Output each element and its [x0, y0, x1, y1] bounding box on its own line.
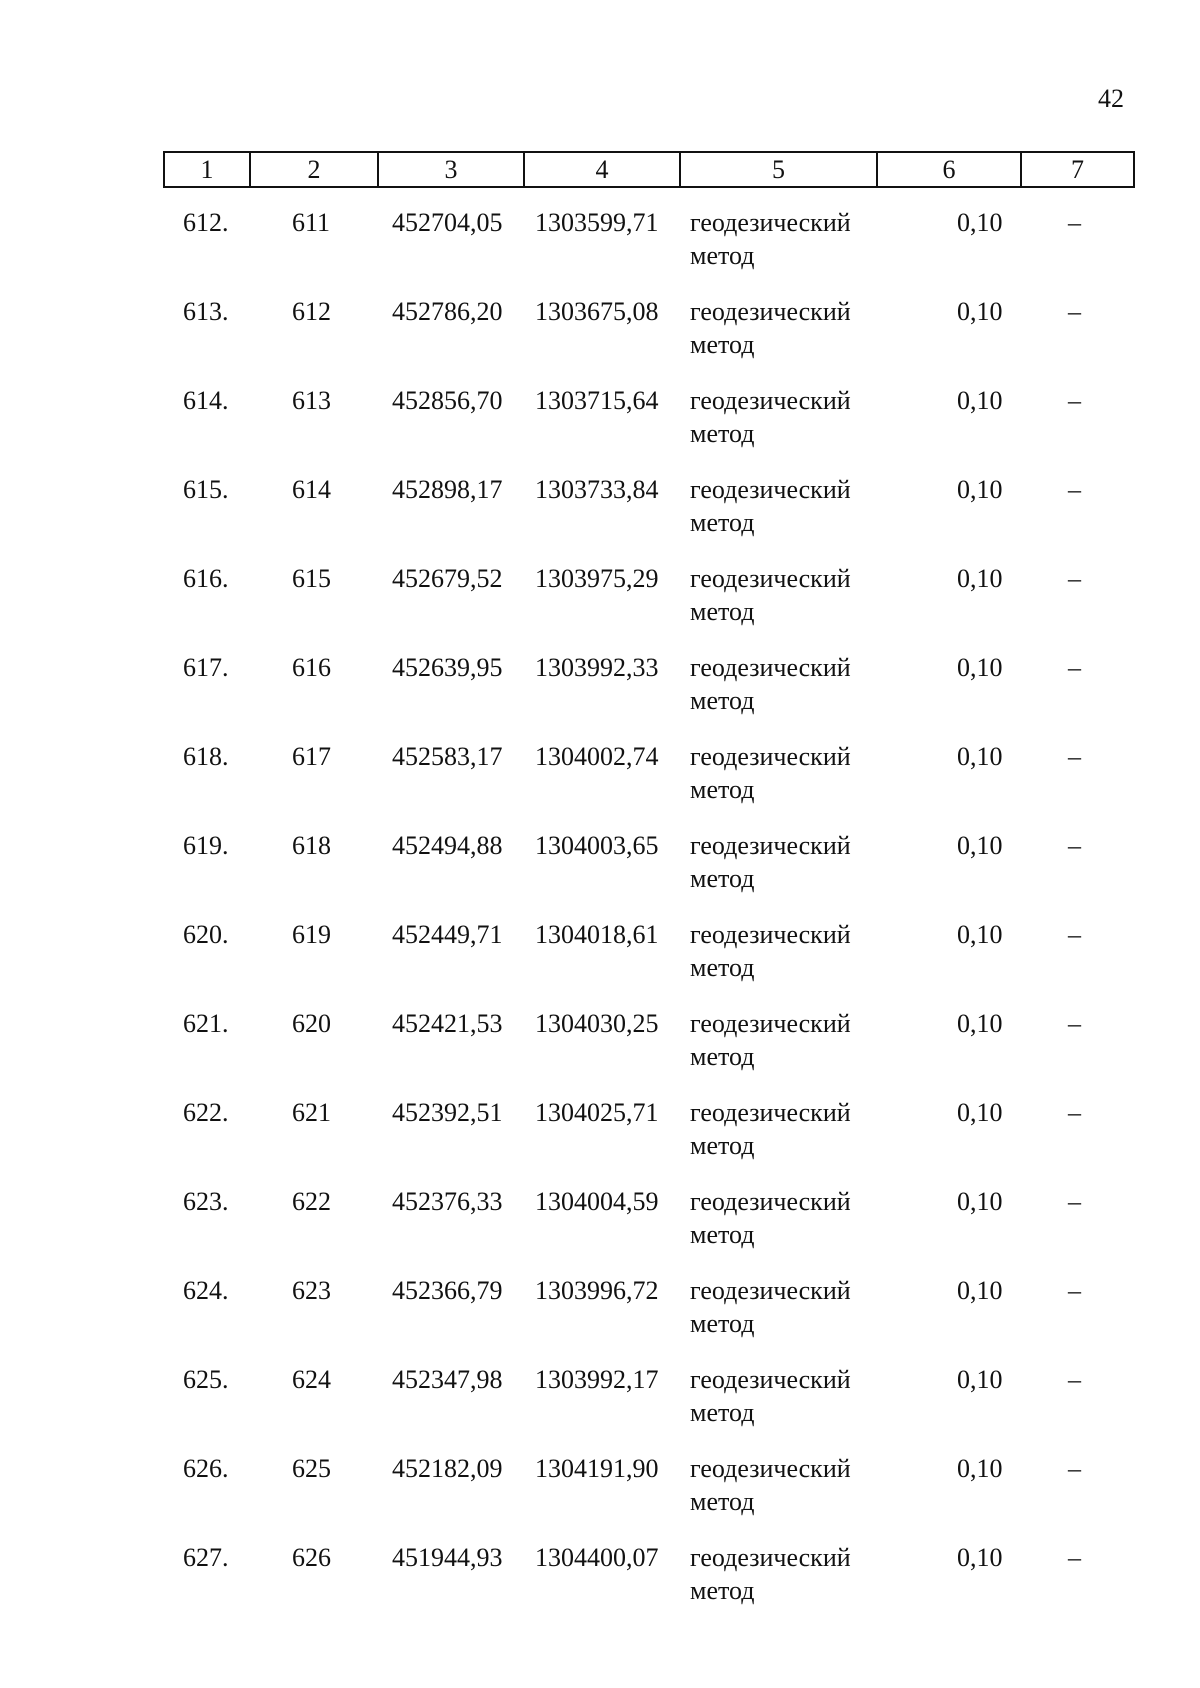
note: – [1068, 1365, 1081, 1394]
row-number: 613. [183, 297, 229, 326]
row-number: 618. [183, 742, 229, 771]
coordinate-x: 452494,88 [392, 831, 503, 860]
accuracy: 0,10 [957, 1009, 1003, 1038]
method-line-2: метод [690, 775, 755, 804]
method [690, 829, 851, 895]
accuracy: 0,10 [957, 1454, 1003, 1483]
point-number: 611 [292, 208, 331, 237]
coordinate-y: 1303715,64 [535, 386, 659, 415]
note: – [1068, 297, 1081, 326]
accuracy: 0,10 [957, 475, 1003, 504]
accuracy: 0,10 [957, 653, 1003, 682]
method [690, 918, 851, 984]
method-line-1: геодезический [690, 1009, 851, 1038]
note: – [1068, 1187, 1081, 1216]
coordinate-x: 452449,71 [392, 920, 503, 949]
coordinate-y: 1303996,72 [535, 1276, 659, 1305]
note: – [1068, 564, 1081, 593]
coordinate-y: 1303975,29 [535, 564, 659, 593]
coordinate-y: 1304030,25 [535, 1009, 659, 1038]
row-number: 623. [183, 1187, 229, 1216]
row-number: 625. [183, 1365, 229, 1394]
method [690, 384, 851, 450]
method-line-1: геодезический [690, 208, 851, 237]
method [690, 1274, 851, 1340]
coordinate-y: 1304018,61 [535, 920, 659, 949]
table-row [0, 1452, 1200, 1541]
page-number: 42 [1098, 84, 1124, 113]
table-row [0, 1185, 1200, 1274]
table-row [0, 473, 1200, 562]
row-number: 626. [183, 1454, 229, 1483]
note: – [1068, 208, 1081, 237]
column-header-4: 4 [524, 152, 680, 187]
coordinate-y: 1303992,17 [535, 1365, 659, 1394]
coordinate-x: 452856,70 [392, 386, 503, 415]
coordinate-y: 1304003,65 [535, 831, 659, 860]
coordinate-y: 1304002,74 [535, 742, 659, 771]
method-line-2: метод [690, 597, 755, 626]
point-number: 626 [292, 1543, 331, 1572]
note: – [1068, 1276, 1081, 1305]
coordinate-x: 452679,52 [392, 564, 503, 593]
coordinate-x: 451944,93 [392, 1543, 503, 1572]
accuracy: 0,10 [957, 208, 1003, 237]
method-line-2: метод [690, 1576, 755, 1605]
method-line-1: геодезический [690, 1543, 851, 1572]
method-line-2: метод [690, 1398, 755, 1427]
method-line-2: метод [690, 1042, 755, 1071]
note: – [1068, 475, 1081, 504]
point-number: 619 [292, 920, 331, 949]
coordinate-x: 452786,20 [392, 297, 503, 326]
note: – [1068, 386, 1081, 415]
accuracy: 0,10 [957, 920, 1003, 949]
note: – [1068, 920, 1081, 949]
column-header-3: 3 [378, 152, 524, 187]
method-line-2: метод [690, 1220, 755, 1249]
coordinate-x: 452421,53 [392, 1009, 503, 1038]
column-header-row [164, 152, 1134, 187]
table-row [0, 206, 1200, 295]
method [690, 1185, 851, 1251]
method [690, 562, 851, 628]
method [690, 1452, 851, 1518]
note: – [1068, 742, 1081, 771]
coordinate-y: 1304004,59 [535, 1187, 659, 1216]
method-line-1: геодезический [690, 920, 851, 949]
method-line-2: метод [690, 508, 755, 537]
method-line-1: геодезический [690, 297, 851, 326]
method-line-1: геодезический [690, 1365, 851, 1394]
table-row [0, 1274, 1200, 1363]
row-number: 622. [183, 1098, 229, 1127]
table-body [0, 206, 1200, 1630]
point-number: 616 [292, 653, 331, 682]
method-line-1: геодезический [690, 831, 851, 860]
row-number: 612. [183, 208, 229, 237]
table-row [0, 1363, 1200, 1452]
row-number: 619. [183, 831, 229, 860]
coordinate-x: 452392,51 [392, 1098, 503, 1127]
method-line-2: метод [690, 953, 755, 982]
column-header-table [163, 151, 1135, 188]
table-row [0, 562, 1200, 651]
coordinate-x: 452898,17 [392, 475, 503, 504]
coordinate-x: 452376,33 [392, 1187, 503, 1216]
column-header-2: 2 [250, 152, 378, 187]
note: – [1068, 831, 1081, 860]
method-line-1: геодезический [690, 1276, 851, 1305]
coordinate-x: 452639,95 [392, 653, 503, 682]
point-number: 613 [292, 386, 331, 415]
coordinate-y: 1304400,07 [535, 1543, 659, 1572]
method-line-1: геодезический [690, 386, 851, 415]
method [690, 206, 851, 272]
coordinate-y: 1303992,33 [535, 653, 659, 682]
table-row [0, 829, 1200, 918]
note: – [1068, 653, 1081, 682]
row-number: 617. [183, 653, 229, 682]
row-number: 627. [183, 1543, 229, 1572]
column-header-1: 1 [164, 152, 250, 187]
accuracy: 0,10 [957, 1187, 1003, 1216]
method-line-2: метод [690, 330, 755, 359]
method-line-1: геодезический [690, 564, 851, 593]
table-row [0, 651, 1200, 740]
method-line-1: геодезический [690, 653, 851, 682]
coordinate-x: 452347,98 [392, 1365, 503, 1394]
point-number: 621 [292, 1098, 331, 1127]
method-line-2: метод [690, 1487, 755, 1516]
coordinate-x: 452583,17 [392, 742, 503, 771]
coordinate-y: 1303599,71 [535, 208, 659, 237]
accuracy: 0,10 [957, 1276, 1003, 1305]
point-number: 614 [292, 475, 331, 504]
coordinate-y: 1304025,71 [535, 1098, 659, 1127]
accuracy: 0,10 [957, 742, 1003, 771]
accuracy: 0,10 [957, 297, 1003, 326]
coordinate-x: 452366,79 [392, 1276, 503, 1305]
method-line-2: метод [690, 686, 755, 715]
table-row [0, 384, 1200, 473]
accuracy: 0,10 [957, 564, 1003, 593]
method [690, 473, 851, 539]
table-row [0, 918, 1200, 1007]
method-line-2: метод [690, 241, 755, 270]
table-row [0, 740, 1200, 829]
point-number: 624 [292, 1365, 331, 1394]
accuracy: 0,10 [957, 1365, 1003, 1394]
table-row [0, 1541, 1200, 1630]
column-header-5: 5 [680, 152, 877, 187]
coordinate-y: 1304191,90 [535, 1454, 659, 1483]
point-number: 617 [292, 742, 331, 771]
point-number: 623 [292, 1276, 331, 1305]
accuracy: 0,10 [957, 831, 1003, 860]
row-number: 615. [183, 475, 229, 504]
row-number: 614. [183, 386, 229, 415]
method-line-1: геодезический [690, 1187, 851, 1216]
row-number: 621. [183, 1009, 229, 1038]
note: – [1068, 1009, 1081, 1038]
method [690, 1541, 851, 1607]
note: – [1068, 1454, 1081, 1483]
note: – [1068, 1543, 1081, 1572]
coordinate-y: 1303733,84 [535, 475, 659, 504]
row-number: 616. [183, 564, 229, 593]
note: – [1068, 1098, 1081, 1127]
column-header-7: 7 [1021, 152, 1134, 187]
method-line-2: метод [690, 1309, 755, 1338]
method [690, 740, 851, 806]
point-number: 618 [292, 831, 331, 860]
method-line-1: геодезический [690, 1454, 851, 1483]
table-row [0, 1096, 1200, 1185]
method-line-2: метод [690, 419, 755, 448]
accuracy: 0,10 [957, 386, 1003, 415]
table-row [0, 1007, 1200, 1096]
point-number: 625 [292, 1454, 331, 1483]
method [690, 1096, 851, 1162]
method-line-1: геодезический [690, 1098, 851, 1127]
point-number: 615 [292, 564, 331, 593]
method [690, 651, 851, 717]
coordinate-x: 452704,05 [392, 208, 503, 237]
accuracy: 0,10 [957, 1543, 1003, 1572]
accuracy: 0,10 [957, 1098, 1003, 1127]
point-number: 620 [292, 1009, 331, 1038]
method [690, 1363, 851, 1429]
method [690, 295, 851, 361]
row-number: 620. [183, 920, 229, 949]
method-line-1: геодезический [690, 742, 851, 771]
method-line-1: геодезический [690, 475, 851, 504]
method [690, 1007, 851, 1073]
method-line-2: метод [690, 1131, 755, 1160]
coordinate-y: 1303675,08 [535, 297, 659, 326]
table-row [0, 295, 1200, 384]
coordinate-x: 452182,09 [392, 1454, 503, 1483]
point-number: 612 [292, 297, 331, 326]
row-number: 624. [183, 1276, 229, 1305]
column-header-6: 6 [877, 152, 1021, 187]
method-line-2: метод [690, 864, 755, 893]
point-number: 622 [292, 1187, 331, 1216]
